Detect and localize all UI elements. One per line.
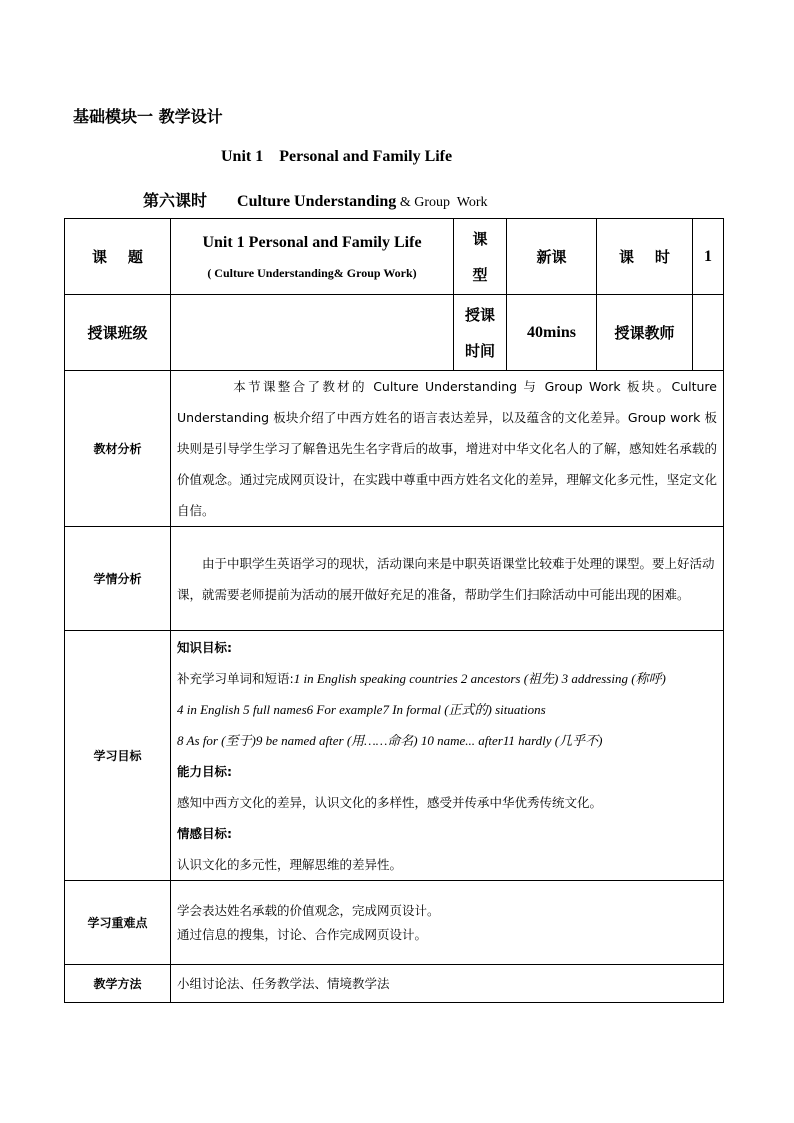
lesson-title xyxy=(143,188,487,211)
methods-label: 教学方法 xyxy=(65,965,171,1003)
table-row xyxy=(65,527,724,631)
difficulties-label: 学习重难点 xyxy=(65,881,171,965)
difficulty-line-1: 学会表达姓名承载的价值观念，完成网页设计。 xyxy=(177,902,440,918)
vocab-items-1: 1 in English speaking countries 2 ancestors (祖先) 3 addressing (称呼) xyxy=(293,670,666,686)
teacher-label: 授课教师 xyxy=(597,295,693,371)
vocab-line-2: 4 in English 5 full names6 For example7 In formal (正式的) situations xyxy=(177,701,546,717)
topic-label: 课 题 xyxy=(65,219,171,295)
table-row xyxy=(65,295,724,371)
type-label: 课 型 xyxy=(454,219,507,295)
vocab-prefix: 补充学习单词和短语: xyxy=(177,670,294,686)
objectives-label: 学习目标 xyxy=(65,631,171,881)
module-title: 基础模块一 教学设计 xyxy=(73,107,223,126)
lesson-plan-table xyxy=(64,218,724,1003)
key-difficulties xyxy=(171,881,724,965)
type-value: 新课 xyxy=(507,219,597,295)
emotion-goal-title: 情感目标: xyxy=(177,825,232,841)
class-label: 授课班级 xyxy=(65,295,171,371)
time-label: 授课 时间 xyxy=(454,295,507,371)
vocab-line-1 xyxy=(177,663,717,694)
learners-label: 学情分析 xyxy=(65,527,171,631)
learner-analysis xyxy=(171,527,724,631)
table-row xyxy=(65,371,724,527)
lesson-topic: Culture Understanding xyxy=(237,193,397,210)
table-row xyxy=(65,219,724,295)
knowledge-goal-title: 知识目标: xyxy=(177,639,232,655)
table-row xyxy=(65,965,724,1003)
difficulty-line-2: 通过信息的搜集，讨论、合作完成网页设计。 xyxy=(177,926,428,942)
unit-title: Unit 1 Personal and Family Life xyxy=(221,148,453,165)
methods-text: 小组讨论法、任务教学法、情境教学法 xyxy=(171,965,724,1003)
hours-value: 1 xyxy=(693,219,724,295)
lesson-topic-suffix: & Group Work xyxy=(396,195,488,210)
lesson-number: 第六课时 xyxy=(143,191,208,210)
hours-label: 课 时 xyxy=(597,219,693,295)
topic-subtitle: ( Culture Understanding& Group Work) xyxy=(207,266,417,280)
material-label: 教材分析 xyxy=(65,371,171,527)
ability-goal-text: 感知中西方文化的差异，认识文化的多样性，感受并传承中华优秀传统文化。 xyxy=(177,794,603,810)
time-value: 40mins xyxy=(507,295,597,371)
table-row xyxy=(65,881,724,965)
topic-cell xyxy=(171,219,454,295)
ability-goal-title: 能力目标: xyxy=(177,763,232,779)
learning-objectives xyxy=(171,631,724,881)
table-row xyxy=(65,631,724,881)
material-analysis xyxy=(171,371,724,527)
class-value xyxy=(171,295,454,371)
learners-text: 由于中职学生英语学习的现状，活动课向来是中职英语课堂比较难于处理的课型。要上好活动课，就需要老师提前为活动的展开做好充足的准备，帮助学生们扫除活动中可能出现的困难。 xyxy=(177,555,715,602)
topic-title: Unit 1 Personal and Family Life xyxy=(202,234,422,251)
material-text: 本节课整合了教材的 Culture Understanding 与 Group Work 板块。Culture Understanding 板块介绍了中西方姓名的语言表达差异，以及蕴含的文化差异。Group work 板块则是引导学生学习了解鲁迅先生名字背后的故事，增进对中华文化名人的了解，感知姓名承载的价值观念。通过完成网页设计，在实践中尊重中西方姓名文化的差异，理解文化多元性，坚定文化自信。 xyxy=(177,379,717,518)
vocab-line-3: 8 As for (至于)9 be named after (用……命名) 10 name... after11 hardly (几乎不) xyxy=(177,732,603,748)
emotion-goal-text: 认识文化的多元性，理解思维的差异性。 xyxy=(177,856,403,872)
teacher-value xyxy=(693,295,724,371)
